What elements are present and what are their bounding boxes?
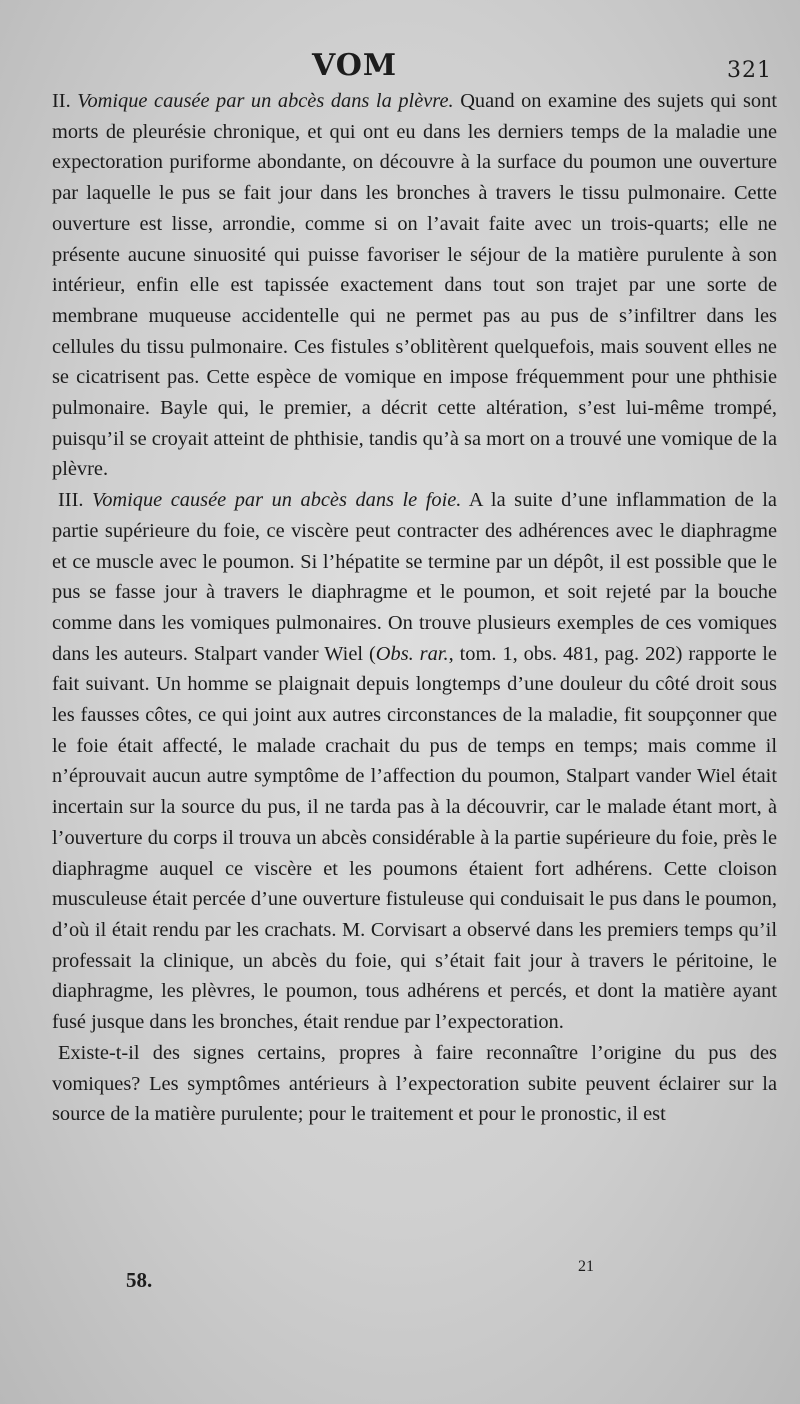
section-number: III. bbox=[58, 489, 84, 512]
reference-title: Obs. rar. bbox=[375, 642, 449, 665]
section-heading: Vomique causée par un abcès dans la plèvre. bbox=[77, 90, 454, 112]
paragraph-text: Existe-t-il des signes certains, propres à faire reconnaître l’origine du pus des vomiques? Les symptômes antérieurs à l’expectoration subite peuvent éclairer sur la source de la matière purulente; pour le traitement et pour le pronostic, il est bbox=[52, 1041, 777, 1126]
running-head: VOM bbox=[312, 48, 398, 83]
section-number: II. bbox=[52, 90, 71, 112]
signature-mark: 58. bbox=[126, 1268, 153, 1292]
paragraph-pleura-abscess bbox=[52, 86, 777, 485]
paragraph-signs bbox=[52, 1038, 777, 1130]
folio-number: 21 bbox=[578, 1258, 594, 1275]
page-footer bbox=[0, 1258, 800, 1298]
paragraph-text: A la suite d’une inflammation de la partie supérieure du foie, ce viscère peut contracter des adhérences avec le diaphragme et ce muscle avec le poumon. Si l’hépatite se termine par un dépôt, il est possible que le pus se fasse jour à travers le diaphragme et le poumon, et soit rejeté par la bouche comme dans les vomiques pulmonaires. On trouve plusieurs exemples de ces vomiques dans les auteurs. Stalpart vander Wiel ( bbox=[52, 489, 777, 665]
page-number: 321 bbox=[727, 58, 772, 83]
paragraph-text: Quand on examine des sujets qui sont morts de pleurésie chronique, et qui ont eu dans les derniers temps de la maladie une expectoration puriforme abondante, on découvre à la surface du poumon une ouverture par laquelle le pus se fait jour dans les bronches à travers le tissu pulmonaire. Cette ouverture est lisse, arrondie, comme si on l’avait faite avec un trois-quarts; elle ne présente aucune sinuosité qui puisse favoriser le séjour de la matière purulente à son intérieur, enfin elle est tapissée exactement dans tout son trajet par une sorte de membrane muqueuse accidentelle qui ne permet pas au pus de s’infiltrer dans les cellules du tissu pulmonaire. Ces fistules s’oblitèrent quelquefois, mais souvent elles ne se cicatrisent pas. Cette espèce de vomique en impose fréquemment pour une phthisie pulmonaire. Bayle qui, le premier, a décrit cette altération, s’est lui-même trompé, puisqu’il se croyait atteint de phthisie, tandis qu’à sa mort on a trouvé une vomique de la plèvre. bbox=[52, 90, 777, 481]
section-heading: Vomique causée par un abcès dans le foie. bbox=[92, 489, 462, 512]
body-text bbox=[52, 86, 777, 1130]
page-header bbox=[0, 48, 800, 88]
paragraph-liver-abscess bbox=[52, 485, 777, 1038]
paragraph-text-continued: , tom. 1, obs. 481, pag. 202) rapporte le fait suivant. Un homme se plaignait depuis longtemps d’une douleur du côté droit sous les fausses côtes, ce qui joint aux autres circonstances de la maladie, fit soupçonner que le foie était affecté, le malade crachait du pus de temps en temps; mais comme il n’éprouvait aucun autre symptôme de l’affection du poumon, Stalpart vander Wiel était incertain sur la source du pus, il ne tarda pas à la découvrir, car le malade étant mort, à l’ouverture du corps il trouva un abcès considérable à la partie supérieure du foie, près le diaphragme auquel ce viscère et les poumons étaient fort adhérens. Cette cloison musculeuse était percée d’une ouverture fistuleuse qui conduisait le pus dans le poumon, d’où il était rendu par les crachats. M. Corvisart a observé dans les premiers temps qu’il professait la clinique, un abcès du foie, qui s’était fait jour à travers le péritoine, le diaphragme, les plèvres, le poumon, tous adhérens et percés, et dont la matière ayant fusé jusque dans les bronches, était rendue par l’expectoration. bbox=[52, 642, 777, 1034]
